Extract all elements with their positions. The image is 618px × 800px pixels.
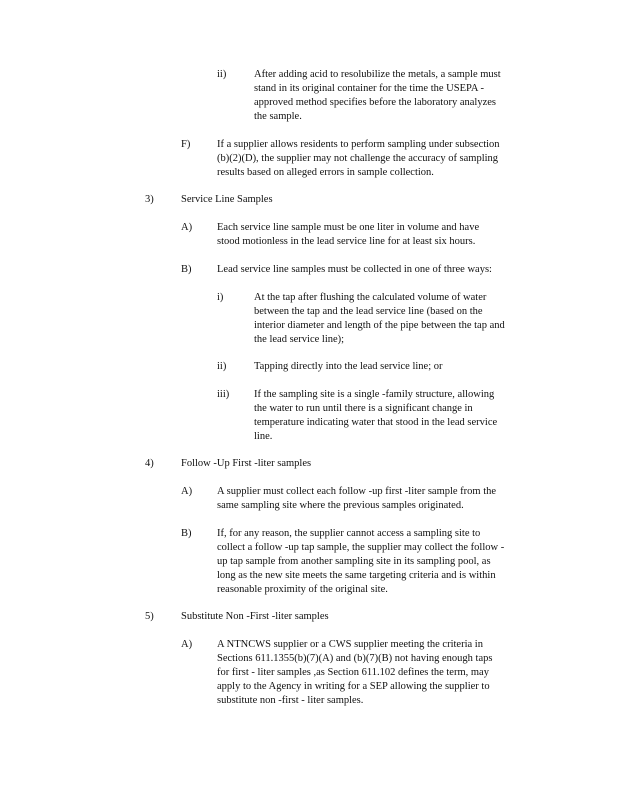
item-label: B) <box>181 528 192 539</box>
item-label: A) <box>181 639 193 650</box>
item-text <box>254 68 533 124</box>
text-line: reasonable proximity of the original site. <box>217 584 388 595</box>
text-line: interior diameter and length of the pipe between the tap and <box>254 320 505 331</box>
item-label: A) <box>181 486 193 497</box>
text-line: substitute non -first - liter samples. <box>217 695 364 706</box>
text-line: If the sampling site is a single -family structure, allowing <box>254 389 495 400</box>
text-line: same sampling site where the previous samples originated. <box>217 500 464 511</box>
text-line: collect a follow -up tap sample, the supplier may collect the follow - <box>217 542 505 553</box>
text-line: Substitute Non -First -liter samples <box>181 611 329 622</box>
text-line: between the tap and the lead service line (based on the <box>254 306 483 317</box>
text-line: A supplier must collect each follow -up first -liter sample from the <box>217 486 497 497</box>
item-text <box>254 360 443 374</box>
section-number: 3) <box>145 194 154 205</box>
text-line: for first - liter samples ,as Section 611.102 defines the term, may <box>217 667 489 678</box>
text-line: Sections 611.1355(b)(7)(A) and (b)(7)(B) not having enough taps <box>217 653 493 664</box>
text-line: stood motionless in the lead service line for at least six hours. <box>217 236 476 247</box>
text-line: Lead service line samples must be collected in one of three ways: <box>217 264 492 275</box>
item-text <box>217 485 527 513</box>
text-line: Service Line Samples <box>181 194 273 205</box>
item-label: A) <box>181 222 193 233</box>
item-text <box>217 221 517 249</box>
text-line: At the tap after flushing the calculated volume of water <box>254 292 487 303</box>
item-text <box>217 138 533 180</box>
text-line: Each service line sample must be one liter in volume and have <box>217 222 480 233</box>
item-label: i) <box>217 292 224 303</box>
text-line: approved method specifies before the laboratory analyzes <box>254 97 496 108</box>
text-line: line. <box>254 431 273 442</box>
text-line: results based on alleged errors in sample collection. <box>217 167 434 178</box>
item-label: ii) <box>217 69 227 80</box>
item-text <box>254 291 540 347</box>
text-line: the water to run until there is a significant change in <box>254 403 473 414</box>
text-line: long as the new site meets the same targeting criteria and is within <box>217 570 496 581</box>
text-line: apply to the Agency in writing for a SEP allowing the supplier to <box>217 681 490 692</box>
text-line: If a supplier allows residents to perform sampling under subsection <box>217 139 500 150</box>
section-title <box>181 457 311 471</box>
section-number: 4) <box>145 458 154 469</box>
item-label: ii) <box>217 361 227 372</box>
text-line: stand in its original container for the time the USEPA - <box>254 83 484 94</box>
text-line: If, for any reason, the supplier cannot access a sampling site to <box>217 528 481 539</box>
text-line: the lead service line); <box>254 334 345 345</box>
section-number: 5) <box>145 611 154 622</box>
item-label: F) <box>181 139 191 150</box>
text-line: the sample. <box>254 111 302 122</box>
item-text <box>254 388 527 444</box>
text-line: Tapping directly into the lead service line; or <box>254 361 443 372</box>
section-title <box>181 610 329 624</box>
item-text <box>217 638 533 708</box>
item-text <box>217 263 492 277</box>
text-line: up tap sample from another sampling site in its sampling pool, as <box>217 556 491 567</box>
section-title <box>181 193 273 207</box>
text-line: (b)(2)(D), the supplier may not challenge the accuracy of sampling <box>217 153 499 164</box>
item-text <box>217 527 540 597</box>
item-label: iii) <box>217 389 230 400</box>
text-line: temperature indicating water that stood in the lead service <box>254 417 498 428</box>
item-label: B) <box>181 264 192 275</box>
text-line: Follow -Up First -liter samples <box>181 458 312 469</box>
text-line: A NTNCWS supplier or a CWS supplier meeting the criteria in <box>217 639 483 650</box>
text-line: After adding acid to resolubilize the metals, a sample must <box>254 69 501 80</box>
